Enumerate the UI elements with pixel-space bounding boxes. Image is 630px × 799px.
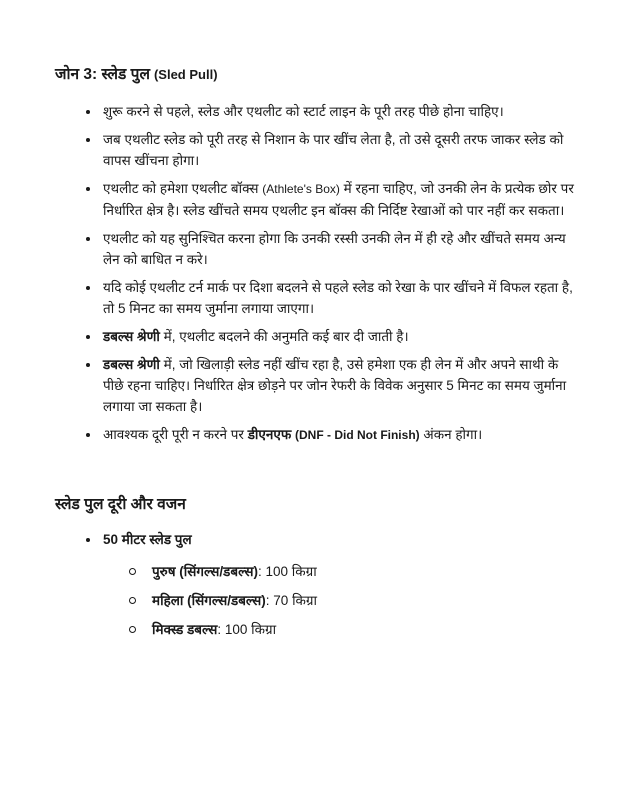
weight-label: महिला (सिंगल्स/डबल्स) (152, 593, 266, 608)
text-run: एथलीट को यह सुनिश्चित करना होगा कि उनकी रस्सी उनकी लेन में ही रहे और खींचते समय अन्य लेन को बाधित न करे। (103, 231, 566, 267)
text-run-latin: (Athlete's Box) (262, 182, 340, 196)
rule-item (55, 326, 580, 347)
rule-text (103, 354, 580, 417)
weights-heading: स्लेड पुल दूरी और वजन (55, 496, 186, 513)
bullet-icon (55, 326, 103, 347)
sub-bullet-icon (55, 561, 152, 582)
weights-list (55, 529, 580, 640)
weights-sub-item (55, 590, 580, 611)
weights-sub-item (55, 561, 580, 582)
weights-sub-item (55, 619, 580, 640)
rule-item (55, 424, 580, 446)
text-run: आवश्यक दूरी पूरी न करने पर (103, 427, 248, 442)
weights-sub-text (152, 619, 276, 640)
bold-term-latin: (DNF - Did Not Finish) (295, 428, 420, 442)
rule-text (103, 424, 580, 446)
text-run: यदि कोई एथलीट टर्न मार्क पर दिशा बदलने से पहले स्लेड को रेखा के पार खींचने में विफल रहता है, तो 5 मिनट का समय जुर्माना लगाया जाएगा। (103, 280, 573, 316)
zone-heading-english: (Sled Pull) (153, 67, 218, 82)
bullet-icon (55, 277, 103, 319)
text-run: एथलीट को हमेशा एथलीट बॉक्स (103, 181, 263, 196)
rule-item (55, 129, 580, 171)
bullet-icon (55, 529, 103, 550)
weights-sub-text (152, 590, 317, 611)
bullet-icon (55, 101, 103, 122)
zone-rules-list (55, 101, 580, 446)
rule-item (55, 277, 580, 319)
zone-heading (55, 63, 580, 87)
sub-bullet-icon (55, 619, 152, 640)
bullet-icon (55, 354, 103, 417)
bullet-icon (55, 424, 103, 446)
text-run: में रहना चाहिए, जो उनकी लेन के प्रत्येक छोर पर निर्धारित क्षेत्र है। स्लेड खींचते समय एथलीट इन बॉक्स की निर्दिष्ट रेखाओं को पार नहीं कर सकता। (103, 181, 574, 218)
weight-label: पुरुष (सिंगल्स/डबल्स) (152, 564, 258, 579)
weight-label: मिक्स्ड डबल्स (152, 622, 218, 637)
rule-text (103, 129, 580, 171)
rule-text (103, 277, 580, 319)
text-run: में, जो खिलाड़ी स्लेड नहीं खींच रहा है, उसे हमेशा एक ही लेन में और अपने साथी के पीछे रहना चाहिए। निर्धारित क्षेत्र छोड़ने पर जोन रेफरी के विवेक अनुसार 5 मिनट का समय जुर्माना लगाया जा सकता है। (103, 357, 567, 414)
bullet-icon (55, 178, 103, 221)
weight-value: : 70 किग्रा (265, 593, 318, 608)
rule-text (103, 101, 580, 122)
text-run: में, एथलीट बदलने की अनुमति कई बार दी जाती है। (159, 329, 409, 344)
text-run: 50 मीटर स्लेड पुल (103, 532, 192, 547)
bold-term: डीएनएफ (247, 427, 295, 442)
rule-item (55, 178, 580, 221)
rule-item (55, 101, 580, 122)
weights-item (55, 529, 580, 550)
weights-sub-text (152, 561, 317, 582)
bullet-icon (55, 129, 103, 171)
zone-heading-hindi: जोन 3: स्लेड पुल (55, 66, 150, 83)
rule-item (55, 228, 580, 270)
text-run: जब एथलीट स्लेड को पूरी तरह से निशान के पार खींच लेता है, तो उसे दूसरी तरफ जाकर स्लेड को वापस खींचना होगा। (103, 132, 564, 168)
rule-text (103, 178, 580, 221)
bold-term: डबल्स श्रेणी (103, 357, 160, 372)
sub-bullet-icon (55, 590, 152, 611)
weight-value: : 100 किग्रा (257, 564, 317, 579)
weights-item-title (103, 529, 192, 550)
bullet-icon (55, 228, 103, 270)
rule-text (103, 326, 580, 347)
text-run: अंकन होगा। (419, 427, 483, 442)
rule-item (55, 354, 580, 417)
text-run: शुरू करने से पहले, स्लेड और एथलीट को स्टार्ट लाइन के पूरी तरह पीछे होना चाहिए। (103, 104, 504, 119)
weight-value: : 100 किग्रा (217, 622, 277, 637)
bold-term: डबल्स श्रेणी (103, 329, 160, 344)
rule-text (103, 228, 580, 270)
